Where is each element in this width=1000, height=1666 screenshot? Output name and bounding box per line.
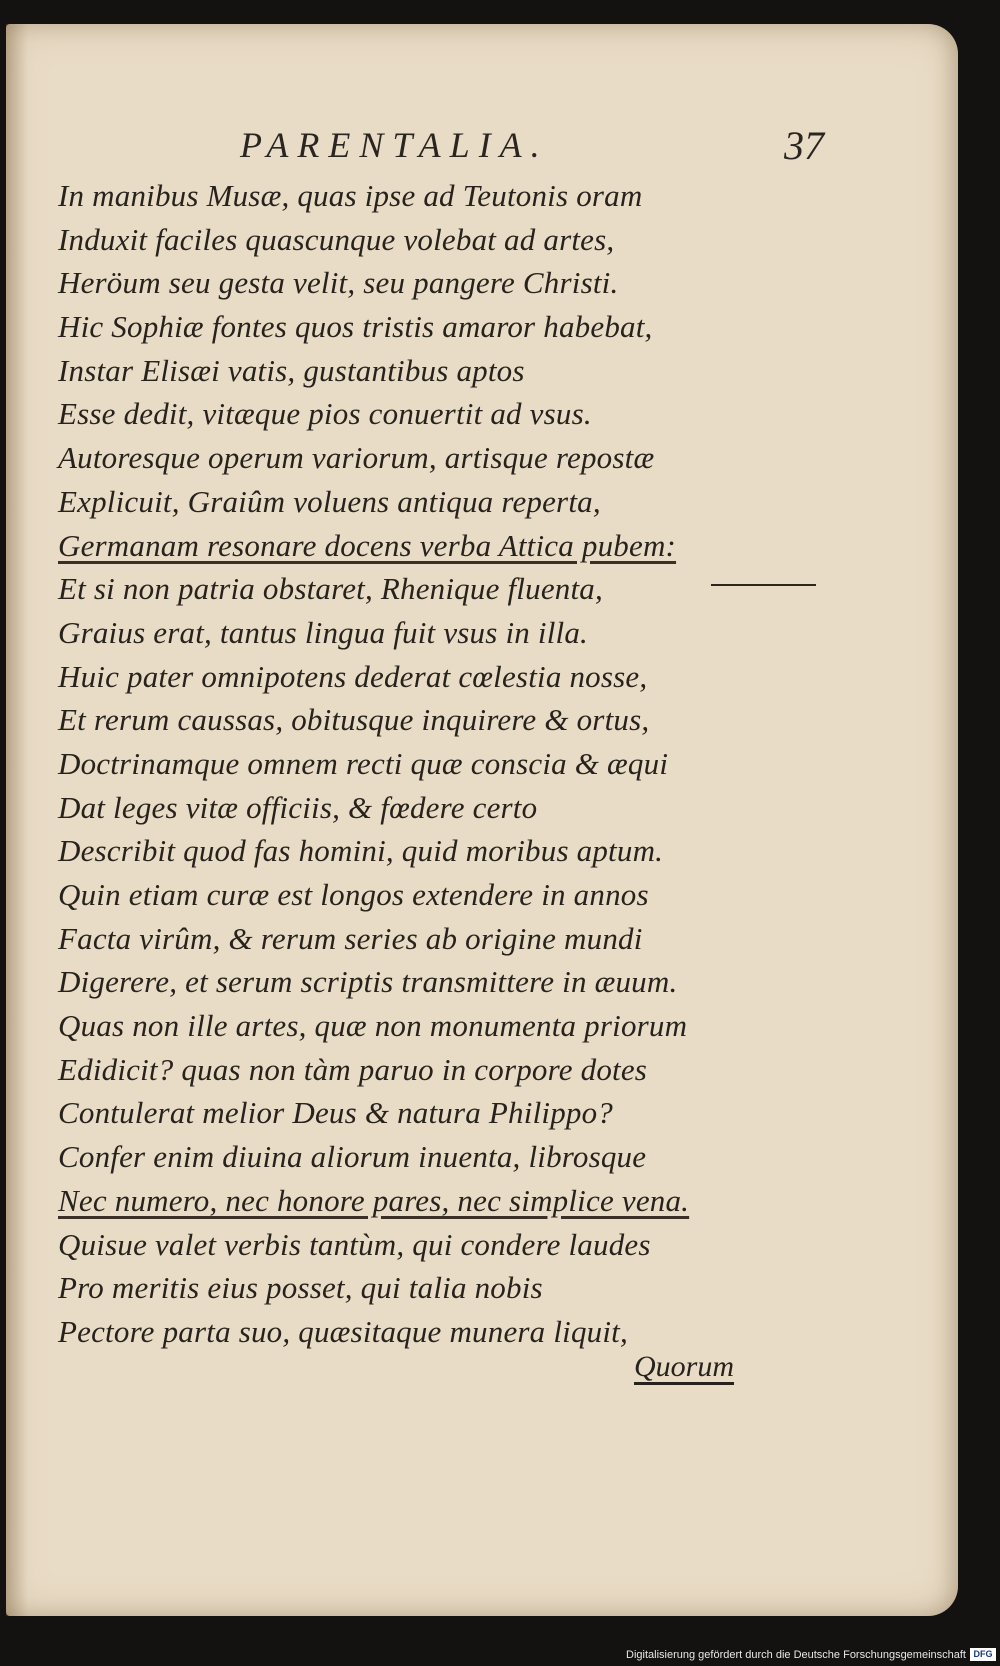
- verse-line: Esse dedit, vitæque pios conuertit ad vsus.: [58, 396, 592, 432]
- verse-line: Instar Elisæi vatis, gustantibus aptos: [58, 352, 525, 388]
- verse-line: Autoresque operum variorum, artisque repostæ: [58, 440, 655, 476]
- verse-line: Quas non ille artes, quæ non monumenta priorum: [58, 1008, 688, 1044]
- verse-line: Heröum seu gesta velit, seu pangere Christi.: [58, 265, 619, 301]
- verse-line-underlined: Germanam resonare docens verba Attica pubem:: [58, 527, 677, 563]
- verse-line: Explicuit, Graiûm voluens antiqua reperta,: [58, 483, 601, 519]
- page-number: 37: [784, 123, 824, 168]
- verse-line: Induxit faciles quascunque volebat ad artes,: [58, 221, 615, 257]
- verse-line-underlined: Nec numero, nec honore pares, nec simplice vena.: [58, 1182, 690, 1218]
- verse-line: Describit quod fas homini, quid moribus aptum.: [58, 833, 664, 869]
- verse-line: Et rerum caussas, obitusque inquirere & ortus,: [58, 702, 650, 738]
- verse-line: In manibus Musæ, quas ipse ad Teutonis oram: [58, 178, 643, 213]
- verse-line: Hic Sophiæ fontes quos tristis amaror habebat,: [58, 309, 653, 345]
- verse-line: Dat leges vitæ officiis, & fœdere certo: [58, 789, 538, 825]
- running-title: PARENTALIA.: [240, 125, 549, 165]
- verse-line: Pro meritis eius posset, qui talia nobis: [58, 1270, 543, 1306]
- verse-line: Doctrinamque omnem recti quæ conscia & æqui: [58, 745, 669, 781]
- page-header: [6, 124, 958, 172]
- book-page: [6, 24, 958, 1616]
- verse-line: Et si non patria obstaret, Rhenique fluenta,: [58, 571, 603, 607]
- verse-block: [58, 174, 858, 1354]
- verse-line: Huic pater omnipotens dederat cœlestia nosse,: [58, 658, 648, 694]
- verse-line: Quisue valet verbis tantùm, qui condere laudes: [58, 1226, 651, 1262]
- verse-line: Facta virûm, & rerum series ab origine mundi: [58, 920, 643, 956]
- verse-line: Quin etiam curæ est longos extendere in annos: [58, 877, 649, 912]
- verse-line: Contulerat melior Deus & natura Philippo?: [58, 1095, 613, 1131]
- verse-line: Pectore parta suo, quæsitaque munera liquit,: [58, 1313, 628, 1349]
- verse-line: Confer enim diuina aliorum inuenta, librosque: [58, 1139, 647, 1175]
- margin-annotation-rule: [711, 584, 816, 586]
- footer-bar: [0, 1638, 1000, 1666]
- catchword: Quorum: [634, 1350, 735, 1383]
- verse-line: Digerere, et serum scriptis transmittere in æuum.: [58, 964, 678, 1000]
- verse-line: Edidicit? quas non tàm paruo in corpore dotes: [58, 1051, 648, 1087]
- verse-line: Graius erat, tantus lingua fuit vsus in illa.: [58, 614, 589, 650]
- dfg-logo-icon: DFG: [970, 1648, 996, 1661]
- funding-credit: Digitalisierung gefördert durch die Deutsche Forschungsgemeinschaft: [626, 1649, 966, 1661]
